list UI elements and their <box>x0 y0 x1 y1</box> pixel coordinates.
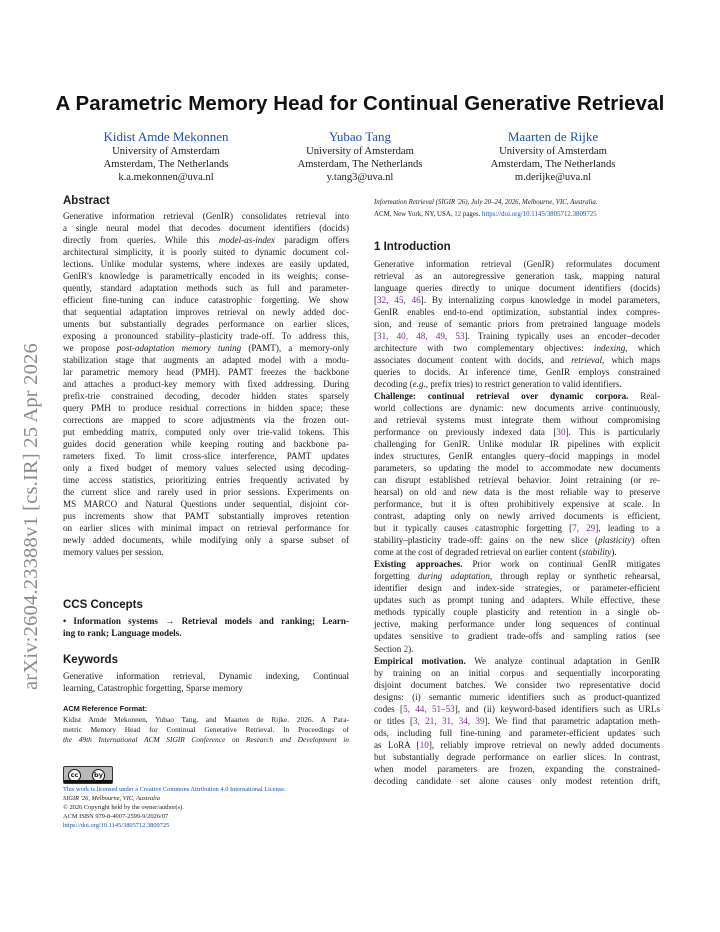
author-block <box>66 128 266 184</box>
challenge-line: can disrupt established retrieval behavior. Joint retraining (or re- <box>374 475 660 486</box>
existing-approaches-line: Section 2). <box>374 643 414 654</box>
conference-pages-label: pages. <box>461 210 483 218</box>
abstract-body <box>63 210 349 558</box>
abstract-line: rameters fixed. To limit cross-slice interference, PAMT updates <box>63 451 349 462</box>
empirical-motivation-line: when model parameters are frozen, expanding the constrained- <box>374 763 660 774</box>
intro-line: [32, 45, 46]. By internalizing corpus knowledge in model parameters, <box>374 295 660 306</box>
abstract-line: stabilization stage that augments an adapted model with a modu- <box>63 355 349 366</box>
challenge-line: hearsal) on old and new data is the most reliable way to preserve <box>374 487 660 498</box>
conference-line: Information Retrieval (SIGIR '26), July 20–24, 2026, Melbourne, VIC, Australia. <box>374 199 598 206</box>
paper-title: A Parametric Memory Head for Continual Generative Retrieval <box>55 92 665 115</box>
keywords-heading: Keywords <box>63 654 118 666</box>
cc-icon: cc <box>68 769 81 782</box>
abstract-line: directly from queries. While this model-as-index paradigm offers <box>63 235 349 246</box>
abstract-line: architectural simplicity, it is poorly suited to dynamic document col- <box>63 247 349 258</box>
abstract-line: GenIR's knowledge is parametrically encoded in its weights; conse- <box>63 271 349 282</box>
abstract-line: we propose post-adaptation memory tuning (PAMT), a memory-only <box>63 343 349 354</box>
author-affiliation: University of Amsterdam <box>499 146 607 157</box>
challenge-line: but it typically causes catastrophic forgetting [7, 29], leading to a <box>374 523 661 534</box>
abstract-line: lar parametric memory head (PMH). PAMT freezes the backbone <box>63 367 349 378</box>
existing-approaches-line: identifier design and index-side strategies, or parameter-efficient <box>374 583 660 594</box>
ccs-line: • Information systems → Retrieval models and ranking; Learn- <box>63 616 349 626</box>
abstract-line: only a fixed budget of memory values selected using decoding- <box>63 463 349 474</box>
abstract-line: efficient fine-tuning can induce catastrophic forgetting. We show <box>63 295 349 306</box>
abstract-line: put embedding matrix, computed only over trie-valid tokens. This <box>63 427 349 438</box>
author-affiliation: University of Amsterdam <box>112 146 220 157</box>
author-location: Amsterdam, The Netherlands <box>490 159 616 170</box>
intro-line: GenIR enables end-to-end optimization, substantial index compres- <box>374 307 660 318</box>
author-block <box>453 128 653 184</box>
intro-line: architecture with two complementary objectives: indexing, which <box>374 343 660 354</box>
intro-line: Generative information retrieval (GenIR) reformulates document <box>374 259 660 269</box>
keywords-body <box>63 670 349 694</box>
existing-approaches-line: forgetting during adaptation, through replay or synthetic rehearsal, <box>374 571 660 582</box>
challenge-line: stability–plasticity trade-off: gains on the new slice (plasticity) often <box>374 535 660 546</box>
author-email: y.tang3@uva.nl <box>326 172 394 183</box>
challenge-line: challenging for GenIR. Unlike modular IR pipelines with explicit <box>374 439 660 450</box>
page-count-link[interactable]: 12 <box>454 210 462 218</box>
conference-info <box>374 197 664 220</box>
author-block <box>260 128 460 184</box>
existing-approaches-line: updates sensitive to gradient trade-offs and sampling ratios (see <box>374 631 660 642</box>
abstract-heading: Abstract <box>63 195 110 207</box>
author-name: Yubao Tang <box>328 129 392 144</box>
conference-doi-link[interactable]: https://doi.org/10.1145/3805712.3809725 <box>482 210 597 218</box>
abstract-line: and attaches a product-key memory with fixed addressing. During <box>63 379 349 390</box>
abstract-line: quently, standard adaptation methods such as full and parameter- <box>63 283 349 294</box>
challenge-line: come at the cost of degraded retrieval on earlier content (stability). <box>374 547 617 558</box>
by-icon: by <box>92 769 105 782</box>
empirical-motivation-line: codes [5, 44, 51–53], and (ii) keyword-based identifiers such as URLs <box>374 703 660 714</box>
license-venue: SIGIR '26, Melbourne, VIC, Australia <box>63 794 160 802</box>
abstract-line: prefix-trie constrained decoding, decoder hidden states sparsely <box>63 391 349 402</box>
abstract-line: newly added documents, while modifying only a sparse subset of <box>63 535 349 546</box>
abstract-line: memory values per session. <box>63 547 164 558</box>
intro-line: language queries directly to unique document identifiers (docids) <box>374 283 660 294</box>
license-isbn: ACM ISBN 979-8-4007-2599-9/2026/07 <box>63 812 169 820</box>
abstract-line: the current slice and rarely used in prior sessions. Experiments on <box>63 487 349 498</box>
reference-line: the 49th International ACM SIGIR Conference on Research and Development in <box>63 734 349 744</box>
abstract-line: a single neural model that decodes document identifiers (docids) <box>63 223 349 234</box>
author-location: Amsterdam, The Netherlands <box>297 159 423 170</box>
keywords-line: learning, Catastrophic forgetting, Sparse memory <box>63 683 243 694</box>
challenge-line: and retrieval systems must integrate them without compromising <box>374 415 660 426</box>
empirical-motivation-line: by training on an initial corpus and sequentially incorporating <box>374 667 660 678</box>
challenge-line: index structures, GenIR entangles query–docid mappings in model <box>374 451 660 462</box>
empirical-motivation-line: but substantially degrade performance on earlier slices. In contrast, <box>374 751 660 762</box>
author-affiliation: University of Amsterdam <box>306 146 414 157</box>
author-email: m.derijke@uva.nl <box>514 172 592 183</box>
abstract-line: Generative information retrieval (GenIR) consolidates retrieval into <box>63 211 349 221</box>
existing-approaches-line: Existing approaches. Prior work on continual GenIR mitigates <box>374 559 660 570</box>
author-name: Kidist Amde Mekonnen <box>103 129 229 144</box>
challenge-line: Challenge: continual retrieval over dynamic corpora. Real- <box>374 391 661 402</box>
license-copyright: © 2026 Copyright held by the owner/author(s). <box>63 803 184 811</box>
license-notice-link[interactable]: This work is licensed under a Creative Commons Attribution 4.0 International License. <box>63 786 286 793</box>
conference-line <box>374 209 664 221</box>
empirical-motivation-line: ods, including full fine-tuning and parameter-efficient updates such <box>374 727 660 738</box>
intro-line: sion, and reuse of semantic priors from pretrained language models <box>374 319 660 330</box>
abstract-line: that sequential adaptation improves retrieval on newly added doc- <box>63 307 349 318</box>
abstract-line: time access statistics, prioritizing entries frequently activated by <box>63 475 349 486</box>
abstract-line: uments but substantially degrades performance on earlier slices, <box>63 319 349 330</box>
empirical-motivation-line: Empirical motivation. We analyze continual adaptation in GenIR <box>374 655 661 666</box>
cc-badge-strip <box>64 780 112 783</box>
author-name: Maarten de Rijke <box>507 129 599 144</box>
abstract-line: lections. Unlike modular systems, where indexes are easily updated, <box>63 259 349 270</box>
reference-line: Kidist Amde Mekonnen, Yubao Tang, and Maarten de Rijke. 2026. A Para- <box>63 715 349 724</box>
intro-line: retrieval as an autoregressive generation task, mapping natural <box>374 271 660 282</box>
empirical-motivation-line: decoding candidate set alone causes only modest retention drift, <box>374 775 660 786</box>
reference-format-body <box>63 715 349 744</box>
license-doi-link[interactable]: https://doi.org/10.1145/3805712.3809725 <box>63 821 170 829</box>
intro-line: queries to docids. At inference time, GenIR employs constrained <box>374 367 660 378</box>
intro-line: decoding (e.g., prefix tries) to restrict generation to valid identifiers. <box>374 379 622 390</box>
abstract-line: MS MARCO and Natural Questions under sequential, disjoint cor- <box>63 499 349 510</box>
conference-publisher: ACM, New York, NY, USA, <box>374 210 455 218</box>
challenge-line: world collections are dynamic: new documents arrive continuously, <box>374 403 660 414</box>
ccs-heading: CCS Concepts <box>63 599 143 611</box>
cc-by-license-icon[interactable] <box>63 766 113 784</box>
ccs-line: ing to rank; Language models. <box>63 628 182 639</box>
abstract-line: on earlier slices with minimal impact on retrieval performance for <box>63 523 349 534</box>
abstract-line: exposing a pronounced stability–plasticity trade-off. To address this, <box>63 331 349 342</box>
challenge-line: contrast, adapting only on newly arrived documents is efficient, <box>374 511 660 522</box>
existing-approaches-line: updates such as prompt tuning and adapters. While effective, these <box>374 595 660 606</box>
empirical-motivation-line: or titles [3, 21, 31, 34, 39]. We find that parametric adaptation meth- <box>374 715 660 726</box>
intro-line: [31, 40, 48, 49, 53]. Training typically uses an encoder–decoder <box>374 331 660 342</box>
empirical-motivation-line: designs: (i) semantic numeric identifiers such as product-quantized <box>374 691 660 702</box>
abstract-line: pus increments show that PAMT substantially improves retention <box>63 511 349 522</box>
abstract-line: query PMH to produce residual corrections in hidden space; these <box>63 403 349 414</box>
keywords-line: Generative information retrieval, Dynamic indexing, Continual <box>63 671 349 681</box>
challenge-line: performance on previously indexed data [30]. This is particularly <box>374 427 660 438</box>
introduction-body <box>374 258 660 787</box>
challenge-line: parameters, so updating the model to accommodate new documents <box>374 463 660 474</box>
ccs-body <box>63 615 349 639</box>
challenge-line: performance, but it is often prohibitively expensive at scale. In <box>374 499 660 510</box>
empirical-motivation-line: disjoint document batches. We consider two representative docid <box>374 679 660 690</box>
author-location: Amsterdam, The Netherlands <box>103 159 229 170</box>
author-email: k.a.mekonnen@uva.nl <box>118 172 214 183</box>
empirical-motivation-line: as LoRA [10], reliably improve retrieval on newly added documents <box>374 739 660 750</box>
intro-line: associates document content with docids, and retrieval, which maps <box>374 355 660 366</box>
reference-format-heading: ACM Reference Format: <box>63 704 148 713</box>
license-block <box>63 786 363 831</box>
arxiv-stamp-text: arXiv:2604.23388v1 [cs.IR] 25 Apr 2026 <box>20 343 42 690</box>
abstract-line: corrections are mapped to score adjustments via the frozen out- <box>63 415 349 426</box>
abstract-line: guides docid generation while keeping routing and backbone pa- <box>63 439 349 450</box>
reference-line: metric Memory Head for Continual Generative Retrieval. In Proceedings of <box>63 724 349 734</box>
introduction-heading: 1 Introduction <box>374 241 451 253</box>
existing-approaches-line: jective, making performance under long sequences of continual <box>374 619 660 630</box>
existing-approaches-line: methods typically couple plasticity and retention in a single ob- <box>374 607 660 618</box>
